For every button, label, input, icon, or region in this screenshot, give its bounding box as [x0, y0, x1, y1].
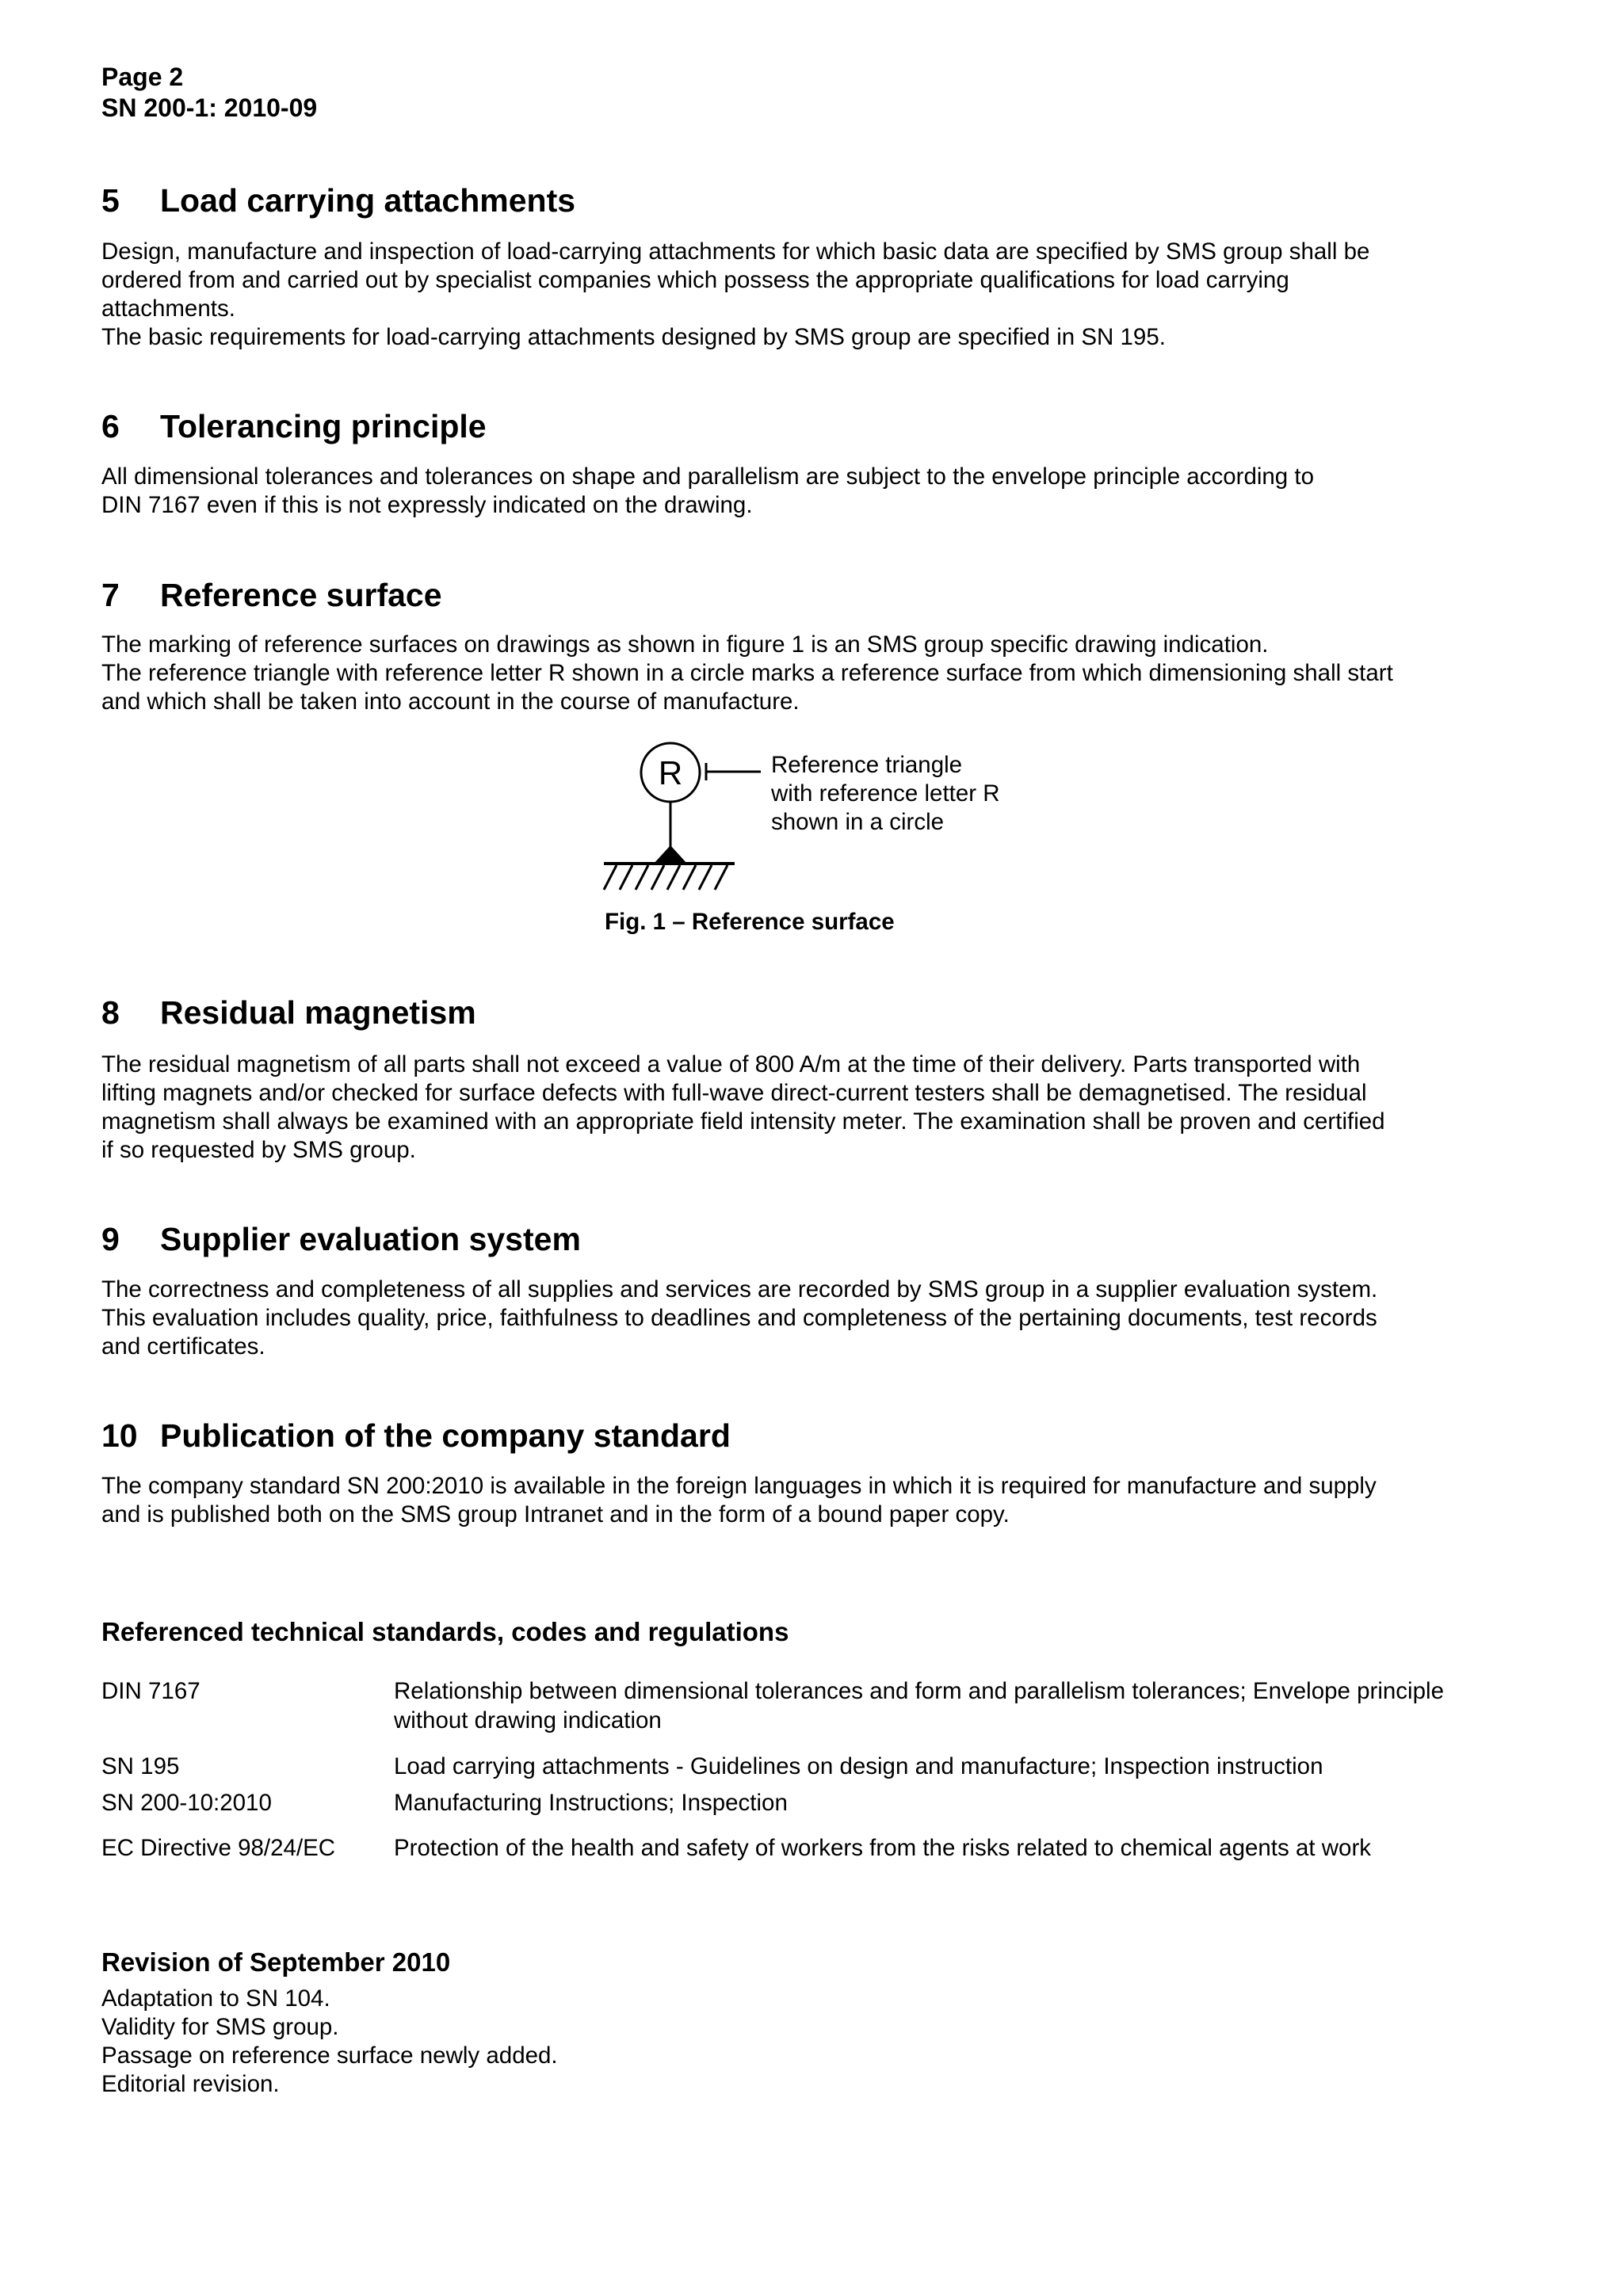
section-text: The company standard SN 200:2010 is available in the foreign languages in which it is required for manufacture and supply and is published both on the SMS group Intranet and in the form of a bound paper copy. [101, 1473, 1377, 1527]
revision-list [101, 1985, 558, 2099]
section-number: 5 [101, 182, 120, 219]
section-heading [101, 1220, 581, 1258]
figure-caption: Fig. 1 – Reference surface [605, 909, 895, 935]
section-number: 6 [101, 408, 120, 444]
section-title: Tolerancing principle [160, 408, 487, 444]
revision-item: Adaptation to SN 104. [101, 1985, 330, 2012]
reference-code: EC Directive 98/24/EC [101, 1835, 336, 1861]
section-title: Reference surface [160, 577, 442, 613]
section-title: Residual magnetism [160, 994, 476, 1031]
section-title: Load carrying attachments [160, 182, 576, 219]
references-heading: Referenced technical standards, codes and regulations [101, 1617, 789, 1646]
reference-description: Relationship between dimensional tolerances and form and parallelism tolerances; Envelope principle without drawing indication [394, 1678, 1444, 1733]
section-number: 7 [101, 577, 120, 613]
section-text: The correctness and completeness of all supplies and services are recorded by SMS group in a supplier evaluation system. This evaluation includes quality, price, faithfulness to deadlines and completeness of the pertaining documents, test records and certificates. [101, 1276, 1378, 1360]
section-number: 9 [101, 1221, 120, 1257]
revision-heading: Revision of September 2010 [101, 1947, 451, 1977]
reference-description: Protection of the health and safety of workers from the risks related to chemical agents at work [394, 1835, 1372, 1861]
section-text: The residual magnetism of all parts shall not exceed a value of 800 A/m at the time of their delivery. Parts transported with lifting magnets and/or checked for surface defects with full-wave direct-current testers shall be demagnetised. The residual magnetism shall always be examined with an appropriate field intensity meter. The examination shall be proven and certified if so requested by SMS group. [101, 1051, 1385, 1163]
revision-item: Passage on reference surface newly added. [101, 2042, 558, 2069]
reference-code: DIN 7167 [101, 1678, 200, 1704]
page-header [101, 62, 317, 124]
reference-code: SN 200-10:2010 [101, 1790, 272, 1816]
section-text: All dimensional tolerances and tolerances on shape and parallelism are subject to the envelope principle according to DIN 7167 even if this is not expressly indicated on the drawing. [101, 463, 1315, 518]
document-id: SN 200-1: 2010-09 [101, 93, 318, 122]
reference-letter: R [658, 754, 683, 791]
revision-item: Validity for SMS group. [101, 2014, 339, 2040]
reference-code: SN 195 [101, 1753, 180, 1779]
figure-label: Reference triangle with reference letter R shown in a circle [771, 752, 1000, 835]
section-heading [101, 576, 442, 614]
section-text: Design, manufacture and inspection of load-carrying attachments for which basic data are specified by SMS group shall be ordered from and carried out by specialist companies which possess the appropriate qualifications for load carrying attachments. The basic requirements for load-carrying attachments designed by SMS group are specified in SN 195. [101, 238, 1370, 350]
page-number: Page 2 [101, 63, 184, 91]
section-number: 8 [101, 994, 120, 1031]
section-title: Supplier evaluation system [160, 1221, 581, 1257]
reference-description: Load carrying attachments - Guidelines on design and manufacture; Inspection instruction [394, 1753, 1323, 1779]
section-heading [101, 181, 575, 219]
surface-hatching [604, 865, 727, 890]
section-heading [101, 994, 476, 1032]
reference-triangle [654, 845, 687, 864]
revision-item: Editorial revision. [101, 2071, 280, 2097]
section-title: Publication of the company standard [160, 1417, 731, 1454]
reference-description: Manufacturing Instructions; Inspection [394, 1790, 788, 1816]
section-heading [101, 407, 487, 445]
section-number: 10 [101, 1417, 138, 1454]
section-heading [101, 1417, 731, 1455]
section-text: The marking of reference surfaces on drawings as shown in figure 1 is an SMS group specific drawing indication. The reference triangle with reference letter R shown in a circle marks a reference surface from which dimensioning shall start and which shall be taken into account in the course of manufacture. [101, 631, 1393, 715]
